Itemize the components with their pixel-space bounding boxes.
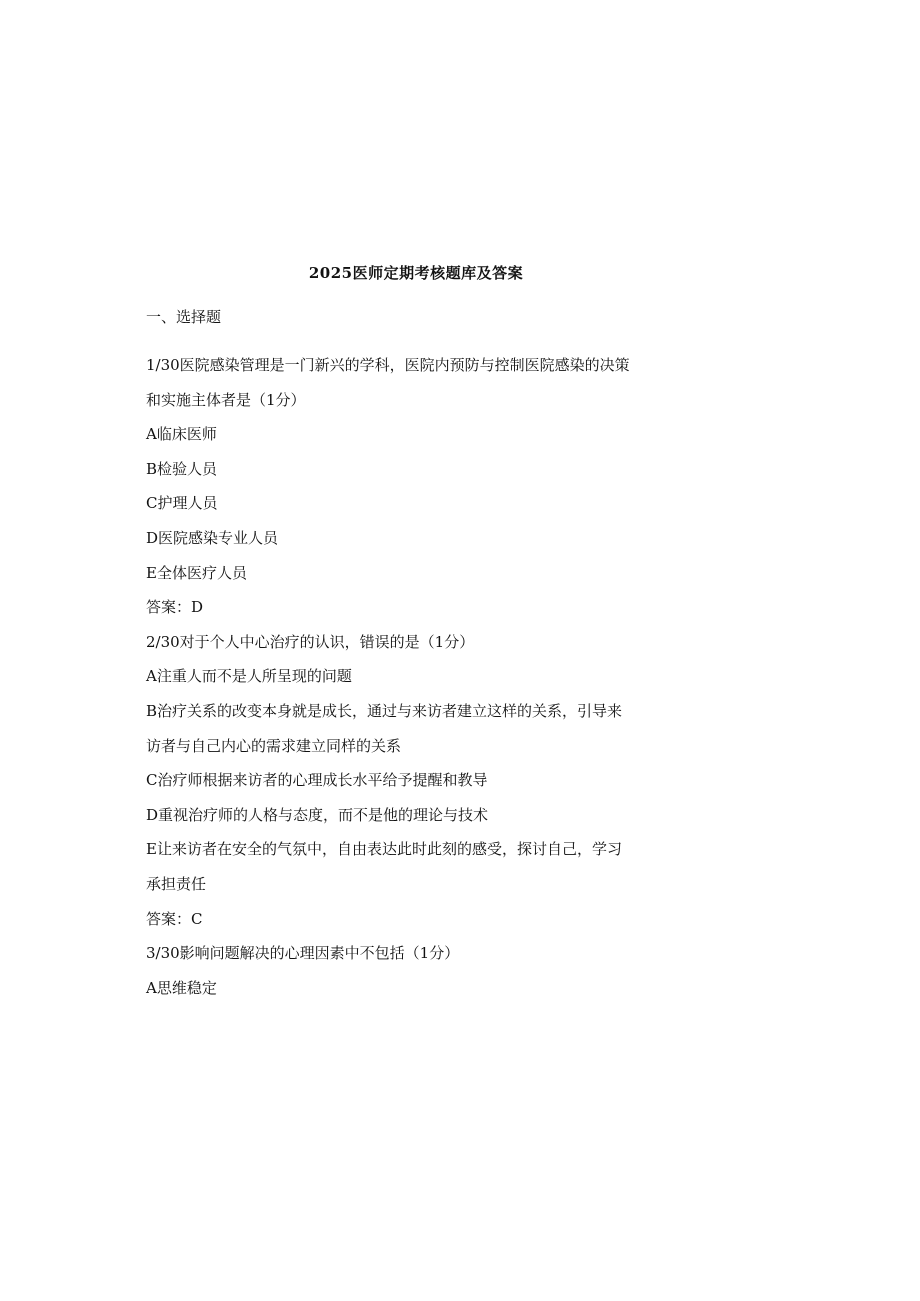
question-3-stem: 3/30影响问题解决的心理因素中不包括（1分） [146,944,460,963]
question-1-option-e: E全体医疗人员 [146,563,247,582]
question-1-stem-line-1: 1/30医院感染管理是一门新兴的学科，医院内预防与控制医院感染的决策 [146,356,630,374]
question-3-option-a: A思维稳定 [146,978,217,997]
question-2-option-d: D重视治疗师的人格与态度，而不是他的理论与技术 [146,805,489,824]
question-1-option-c: C护理人员 [146,494,218,513]
question-2-option-b-line-2: 访者与自己内心的需求建立同样的关系 [146,736,402,755]
question-2-stem: 2/30对于个人中心治疗的认识，错误的是（1分） [146,632,475,651]
question-1-option-a: A临床医师 [146,425,217,444]
question-2-option-c: C治疗师根据来访者的心理成长水平给予提醒和教导 [146,771,488,790]
question-2-answer: 答案：C [146,909,203,928]
question-1-answer: 答案：D [146,598,204,617]
question-1-option-d: D医院感染专业人员 [146,528,279,547]
question-2-option-b-line-1: B治疗关系的改变本身就是成长，通过与来访者建立这样的关系，引导来 [146,701,623,720]
document-title: 2025医师定期考核题库及答案 [308,264,524,282]
question-1-stem-line-2: 和实施主体者是（1分） [146,390,306,409]
question-1-option-b: B检验人员 [146,459,218,478]
question-2-option-a: A注重人而不是人所呈现的问题 [146,667,352,686]
question-2-option-e-line-2: 承担责任 [146,874,207,893]
section-heading: 一、选择题 [146,308,222,326]
question-content [146,348,706,1005]
question-2-option-e-line-1: E让来访者在安全的气氛中，自由表达此时此刻的感受，探讨自己，学习 [146,840,622,859]
